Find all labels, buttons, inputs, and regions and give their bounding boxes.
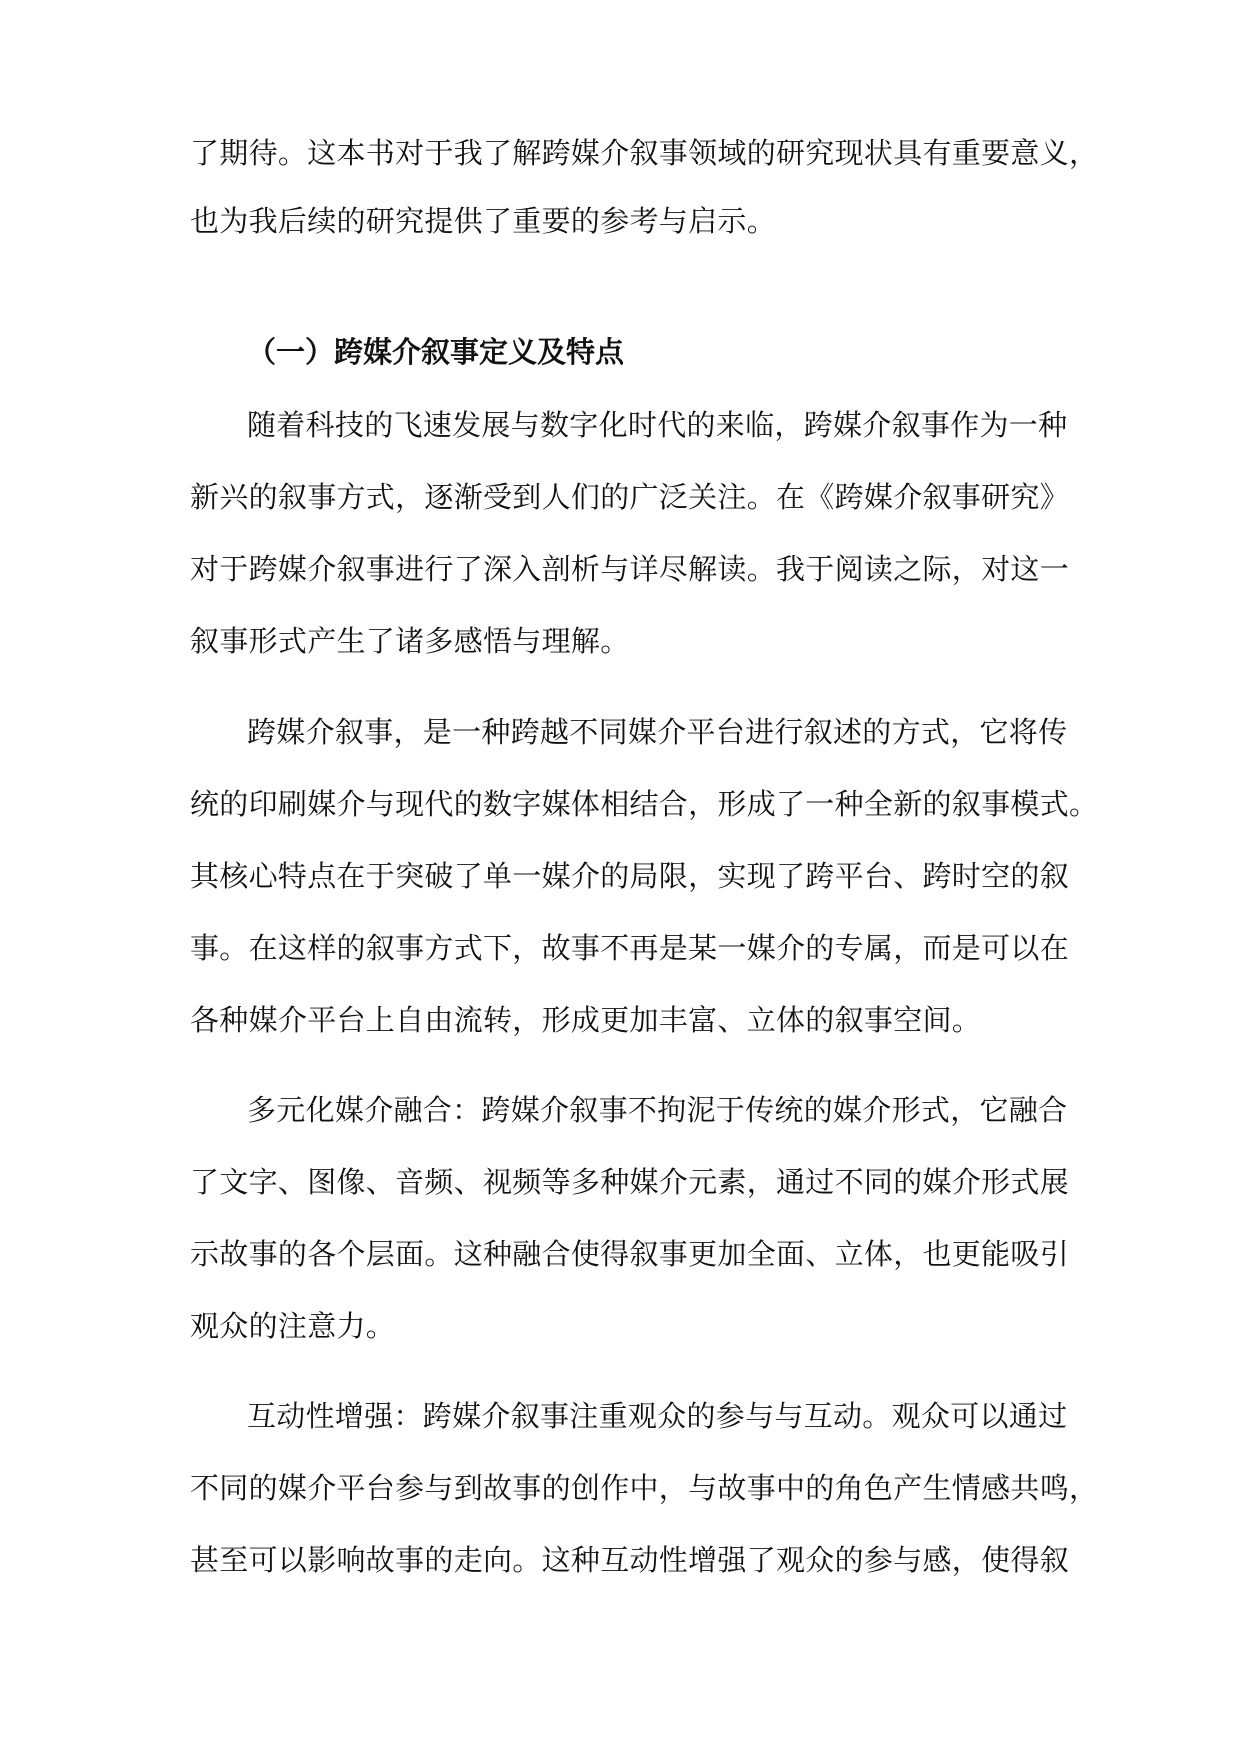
paragraph-line: 新兴的叙事方式，逐渐受到人们的广泛关注。在《跨媒介叙事研究》 xyxy=(190,480,1070,514)
paragraph-line: 跨媒介叙事，是一种跨越不同媒介平台进行叙述的方式，它将传 xyxy=(247,715,1068,749)
paragraph-line: 也为我后续的研究提供了重要的参考与启示。 xyxy=(190,204,777,238)
paragraph-line: 对于跨媒介叙事进行了深入剖析与详尽解读。我于阅读之际，对这一 xyxy=(190,552,1070,586)
paragraph-line: 统的印刷媒介与现代的数字媒体相结合，形成了一种全新的叙事模式。 xyxy=(190,787,1099,821)
paragraph-line: 事。在这样的叙事方式下，故事不再是某一媒介的专属，而是可以在 xyxy=(190,931,1070,965)
paragraph-line: 不同的媒介平台参与到故事的创作中，与故事中的角色产生情感共鸣， xyxy=(190,1471,1099,1505)
paragraph-line: 其核心特点在于突破了单一媒介的局限，实现了跨平台、跨时空的叙 xyxy=(190,859,1070,893)
paragraph-line: 了文字、图像、音频、视频等多种媒介元素，通过不同的媒介形式展 xyxy=(190,1165,1070,1199)
paragraph-line: 随着科技的飞速发展与数字化时代的来临，跨媒介叙事作为一种 xyxy=(247,408,1068,442)
paragraph-line: 多元化媒介融合：跨媒介叙事不拘泥于传统的媒介形式，它融合 xyxy=(247,1093,1068,1127)
paragraph-line: 观众的注意力。 xyxy=(190,1309,396,1343)
section-heading: （一）跨媒介叙事定义及特点 xyxy=(247,335,625,369)
paragraph-line: 各种媒介平台上自由流转，形成更加丰富、立体的叙事空间。 xyxy=(190,1003,982,1037)
paragraph-line: 了期待。这本书对于我了解跨媒介叙事领域的研究现状具有重要意义， xyxy=(190,136,1099,170)
paragraph-line: 叙事形式产生了诸多感悟与理解。 xyxy=(190,624,630,658)
paragraph-line: 示故事的各个层面。这种融合使得叙事更加全面、立体，也更能吸引 xyxy=(190,1237,1070,1271)
paragraph-line: 互动性增强：跨媒介叙事注重观众的参与与互动。观众可以通过 xyxy=(247,1399,1068,1433)
paragraph-line: 甚至可以影响故事的走向。这种互动性增强了观众的参与感，使得叙 xyxy=(190,1543,1070,1577)
